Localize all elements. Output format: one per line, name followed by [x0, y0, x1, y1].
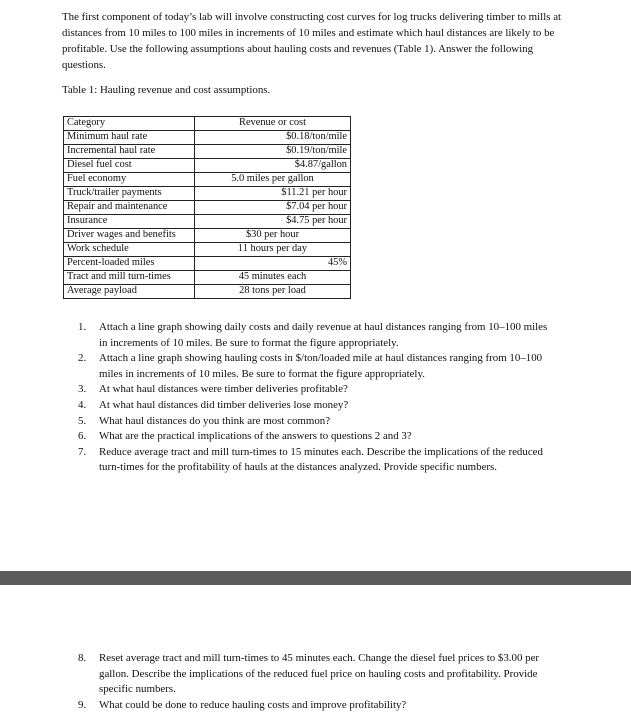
- table-row: [64, 187, 351, 201]
- row-value: $4.87/gallon: [195, 159, 351, 173]
- row-category: Truck/trailer payments: [64, 187, 195, 201]
- row-category: Fuel economy: [64, 173, 195, 187]
- row-category: Insurance: [64, 215, 195, 229]
- question-number: 1.: [78, 321, 87, 333]
- row-value: 45 minutes each: [195, 271, 351, 285]
- question-item: [78, 382, 558, 398]
- table-row: [64, 173, 351, 187]
- question-text: Reset average tract and mill turn-times to 45 minutes each. Change the diesel fuel prices to $3.00 per gallon. Describe the implications of the reduced fuel price on hauling costs and profitability. Provide specific numbers.: [99, 652, 540, 696]
- question-number: 8.: [78, 652, 87, 664]
- table-caption: Table 1: Hauling revenue and cost assumptions.: [62, 84, 271, 96]
- question-item: [78, 445, 558, 476]
- question-number: 7.: [78, 445, 87, 458]
- question-number: 5.: [78, 414, 87, 427]
- table-row: [64, 131, 351, 145]
- row-category: Driver wages and benefits: [64, 229, 195, 243]
- question-text: Reduce average tract and mill turn-times to 15 minutes each. Describe the implications of the reduced turn-times for the profitability of hauls at the distances analyzed. Provide specific numbers.: [99, 445, 543, 474]
- question-item: [78, 414, 558, 430]
- row-value: 45%: [195, 257, 351, 271]
- table-row: [64, 159, 351, 173]
- question-text: At what haul distances did timber deliveries lose money?: [99, 398, 349, 411]
- row-category: Incremental haul rate: [64, 145, 195, 159]
- row-category: Tract and mill turn-times: [64, 271, 195, 285]
- row-value: 5.0 miles per gallon: [195, 173, 351, 187]
- row-category: Percent-loaded miles: [64, 257, 195, 271]
- question-text: What could be done to reduce hauling costs and improve profitability?: [99, 698, 407, 711]
- questions-list-continued: [78, 651, 558, 713]
- table-row: [64, 257, 351, 271]
- question-number: 6.: [78, 430, 87, 443]
- row-category: Average payload: [64, 285, 195, 299]
- table-row: [64, 229, 351, 243]
- intro-paragraph: The first component of today’s lab will involve constructing cost curves for log trucks delivering timber to mills at distances from 10 miles to 100 miles in increments of 10 miles and estimate which haul distances are likely to be profitable. Use the following assumptions about hauling costs and revenues (Table 1). Answer the following questions.: [62, 11, 562, 71]
- question-item: [78, 651, 558, 698]
- row-category: Repair and maintenance: [64, 201, 195, 215]
- table-row: [64, 243, 351, 257]
- table-row: [64, 145, 351, 159]
- table-row: [64, 285, 351, 299]
- question-text: What haul distances do you think are most common?: [99, 414, 331, 427]
- question-item: [78, 698, 558, 714]
- row-category: Minimum haul rate: [64, 131, 195, 145]
- questions-list: [78, 320, 558, 476]
- row-value: 28 tons per load: [195, 285, 351, 299]
- question-number: 3.: [78, 383, 87, 396]
- header-value: Revenue or cost: [195, 117, 351, 131]
- row-value: $4.75 per hour: [195, 215, 351, 229]
- row-category: Work schedule: [64, 243, 195, 257]
- row-value: $30 per hour: [195, 229, 351, 243]
- question-item: [78, 398, 558, 414]
- assumptions-table: [63, 116, 351, 299]
- question-item: [78, 351, 558, 382]
- table-header-row: [64, 117, 351, 131]
- table-row: [64, 271, 351, 285]
- question-text: What are the practical implications of the answers to questions 2 and 3?: [99, 430, 412, 443]
- question-item: [78, 429, 558, 445]
- table-row: [64, 215, 351, 229]
- row-value: $0.18/ton/mile: [195, 131, 351, 145]
- question-text: At what haul distances were timber deliveries profitable?: [99, 383, 348, 396]
- row-value: 11 hours per day: [195, 243, 351, 257]
- question-number: 4.: [78, 398, 87, 411]
- question-number: 2.: [78, 352, 87, 365]
- question-text: Attach a line graph showing daily costs and daily revenue at haul distances ranging from 10–100 miles in increments of 10 miles. Be sure to format the figure appropriately.: [99, 321, 548, 349]
- row-value: $11.21 per hour: [195, 187, 351, 201]
- row-value: $0.19/ton/mile: [195, 145, 351, 159]
- row-category: Diesel fuel cost: [64, 159, 195, 173]
- question-text: Attach a line graph showing hauling costs in $/ton/loaded mile at haul distances ranging from 10–100 miles in increments of 10 miles. Be sure to format the figure appropriately.: [99, 352, 543, 380]
- question-number: 9.: [78, 698, 87, 711]
- header-category: Category: [64, 117, 195, 131]
- row-value: $7.04 per hour: [195, 201, 351, 215]
- question-item: [78, 320, 558, 351]
- table-row: [64, 201, 351, 215]
